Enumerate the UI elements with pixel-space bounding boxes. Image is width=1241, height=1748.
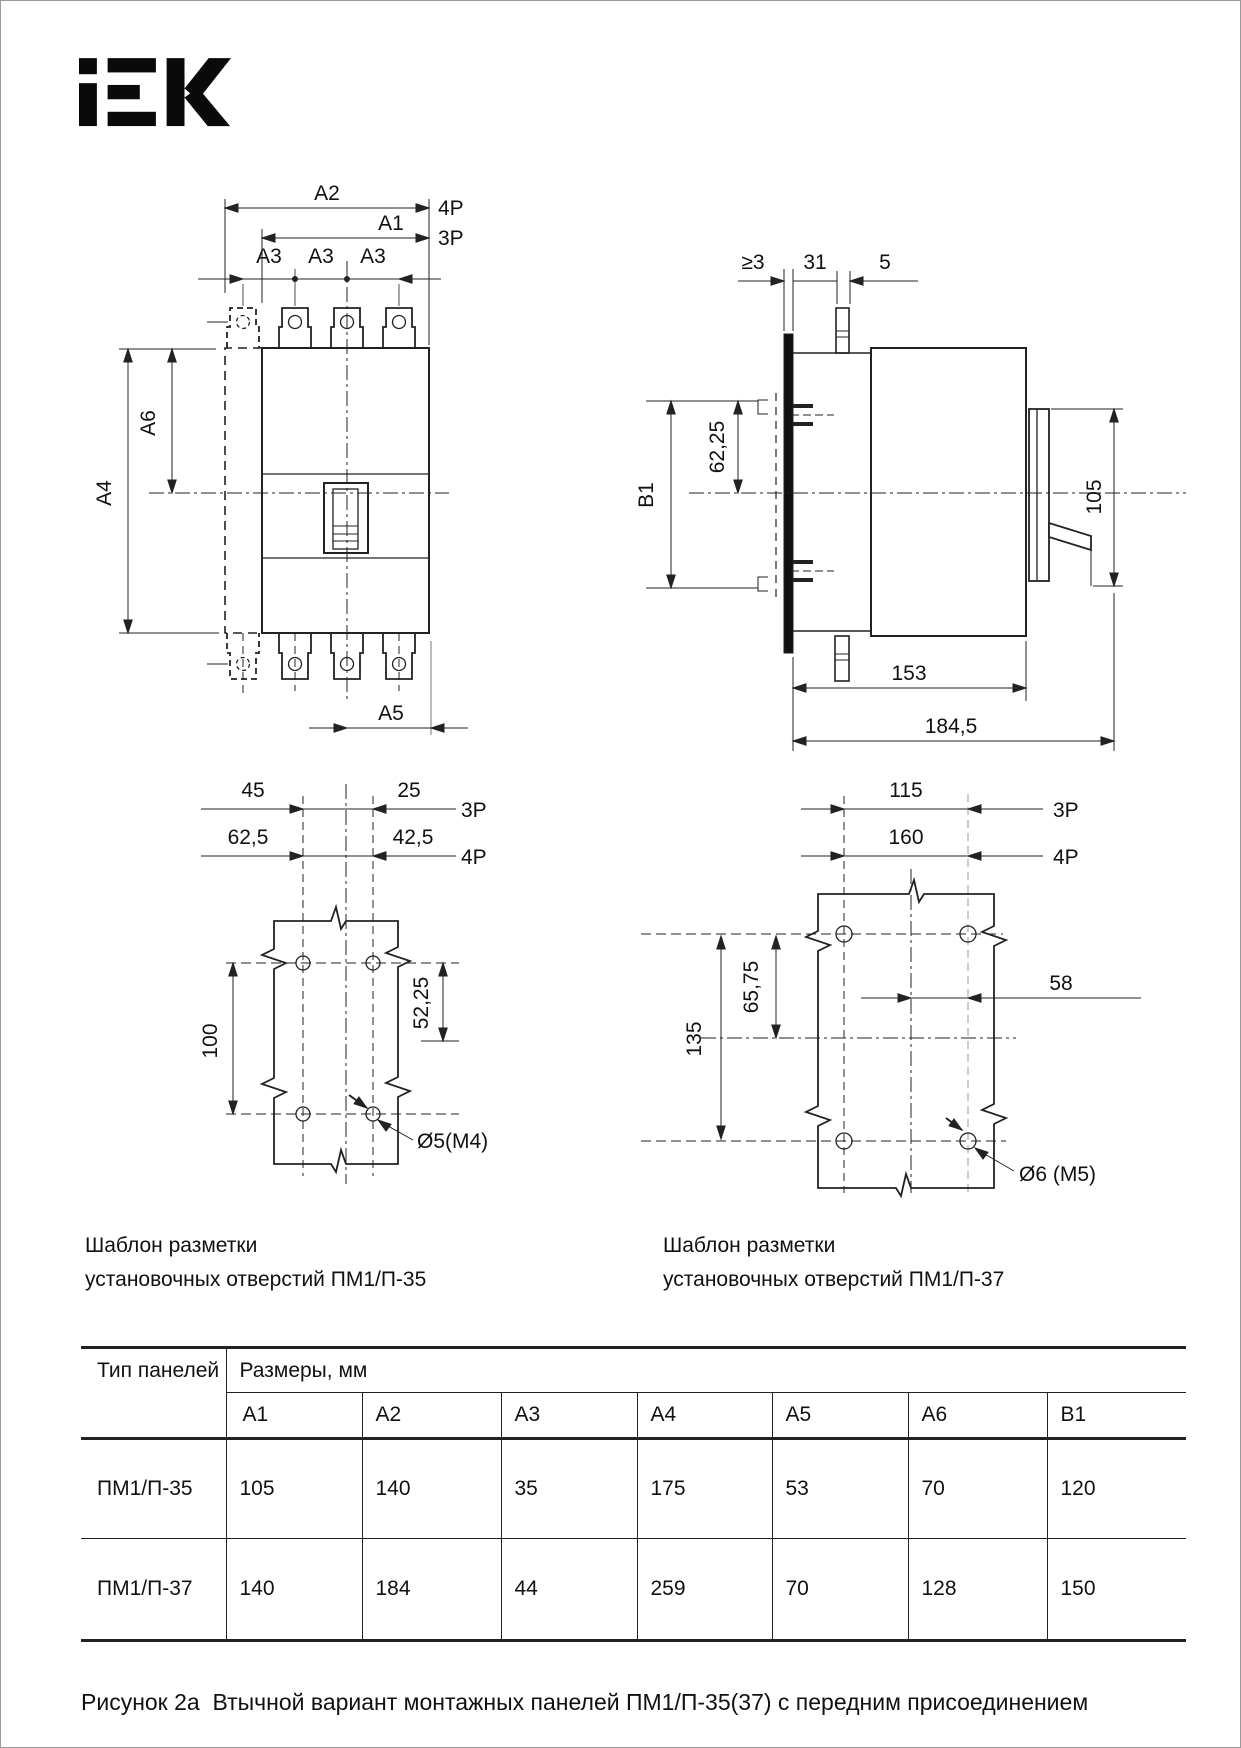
table-col-a6: A6 xyxy=(908,1393,1047,1439)
value-cell: 35 xyxy=(501,1439,637,1539)
dim-115-label: 115 xyxy=(889,779,923,802)
value-cell: 120 xyxy=(1047,1439,1186,1539)
table-col-a4: A4 xyxy=(637,1393,772,1439)
value-cell: 259 xyxy=(637,1539,772,1641)
template-37-4p-label: 4P xyxy=(1053,846,1079,869)
dim-160-label: 160 xyxy=(888,826,924,849)
table-col-b1: B1 xyxy=(1047,1393,1186,1439)
template-35-dim-labels xyxy=(199,779,488,1153)
template-35-4p-label: 4P xyxy=(461,846,487,869)
table-col-a3: A3 xyxy=(501,1393,637,1439)
poles-4p-label: 4P xyxy=(438,197,464,220)
table-row xyxy=(81,1539,1186,1641)
dim-a2-label: A2 xyxy=(314,182,340,205)
template-35-holes xyxy=(296,956,380,1121)
template-37-caption xyxy=(663,1229,1004,1297)
front-view-drawing xyxy=(119,199,468,735)
dim-25-label: 25 xyxy=(397,779,421,802)
dim-58-label: 58 xyxy=(1049,972,1073,995)
toggle-handle-side xyxy=(1049,523,1091,550)
front-bezel xyxy=(1029,409,1049,581)
table-type-header: Тип панелей xyxy=(81,1348,226,1439)
logo-e-mid xyxy=(108,85,140,99)
value-cell: 53 xyxy=(772,1439,908,1539)
logo-e-top xyxy=(108,58,156,72)
dim-100-label: 100 xyxy=(199,1023,222,1059)
figure-caption: Рисунок 2а Втычной вариант монтажных панелей ПМ1/П-35(37) с передним присоединением xyxy=(81,1689,1089,1715)
value-cell: 175 xyxy=(637,1439,772,1539)
logo-k-lower-leg xyxy=(185,88,231,126)
dimensions-table xyxy=(81,1346,1186,1642)
template-35-caption-line2: установочных отверстий ПМ1/П-35 xyxy=(85,1268,427,1291)
dim-65-75-label: 65,75 xyxy=(740,960,763,1014)
panel-clip-top xyxy=(758,400,768,414)
hole-size-m5-label: Ø6 (M5) xyxy=(1019,1163,1097,1186)
template-37-dim-labels xyxy=(683,779,1096,1186)
template-35-3p-label: 3P xyxy=(461,799,487,822)
dim-45-label: 45 xyxy=(241,779,265,802)
template-37-caption-line1: Шаблон разметки xyxy=(663,1234,836,1257)
value-cell: 140 xyxy=(362,1439,501,1539)
value-cell: 44 xyxy=(501,1539,637,1641)
dim-153-label: 153 xyxy=(891,662,927,685)
panel-clip-bottom xyxy=(758,577,768,591)
dim-135-label: 135 xyxy=(683,1021,706,1057)
value-cell: 70 xyxy=(908,1439,1047,1539)
value-cell: 128 xyxy=(908,1539,1047,1641)
dim-184-5-label: 184,5 xyxy=(924,715,978,738)
dim-ge3-label: ≥3 xyxy=(741,251,765,274)
breaker-body-front xyxy=(262,348,429,633)
dim-42-5-label: 42,5 xyxy=(392,826,434,849)
panel-name-cell: ПМ1/П-35 xyxy=(81,1439,226,1539)
panel-name-cell: ПМ1/П-37 xyxy=(81,1539,226,1641)
bottom-terminal-stud xyxy=(835,636,849,681)
table-col-a2: A2 xyxy=(362,1393,501,1439)
dim-a3-label-2: A3 xyxy=(308,245,334,268)
dim-62-25-label: 62,25 xyxy=(706,420,729,474)
dim-b1-label: B1 xyxy=(635,482,658,508)
logo-e-bottom xyxy=(108,112,156,126)
dim-62-5-label: 62,5 xyxy=(227,826,269,849)
template-37-3p-label: 3P xyxy=(1053,799,1079,822)
table-col-a1: A1 xyxy=(226,1393,362,1439)
logo-i-dot xyxy=(79,58,97,74)
logo-k-stem xyxy=(167,58,185,126)
value-cell: 105 xyxy=(226,1439,362,1539)
top-terminals xyxy=(207,308,415,348)
dim-a3-label-3: A3 xyxy=(360,245,386,268)
value-cell: 70 xyxy=(772,1539,908,1641)
value-cell: 140 xyxy=(226,1539,362,1641)
table-row xyxy=(81,1439,1186,1539)
dim-a6-label: A6 xyxy=(137,410,160,436)
breaker-body-side xyxy=(871,348,1026,636)
table-sizes-header: Размеры, мм xyxy=(226,1348,1186,1393)
dim-a1-label: A1 xyxy=(378,212,404,235)
hole-size-m4-label: Ø5(M4) xyxy=(417,1130,489,1153)
technical-drawing xyxy=(1,131,1241,1216)
dim-52-25-label: 52,25 xyxy=(410,976,433,1030)
value-cell: 150 xyxy=(1047,1539,1186,1641)
dim-a5-label: A5 xyxy=(378,702,404,725)
fourth-pole-dashed xyxy=(225,348,262,633)
logo-i-stem xyxy=(79,83,97,126)
table-col-a5: A5 xyxy=(772,1393,908,1439)
dim-5-label: 5 xyxy=(879,251,891,274)
dim-a3-label-1: A3 xyxy=(256,245,282,268)
template-35-caption xyxy=(85,1229,426,1297)
dim-31-label: 31 xyxy=(803,251,827,274)
value-cell: 184 xyxy=(362,1539,501,1641)
poles-3p-label: 3P xyxy=(438,227,464,250)
dim-105-label: 105 xyxy=(1083,479,1106,515)
dim-a4-label: A4 xyxy=(93,480,116,506)
iek-logo xyxy=(79,55,231,136)
bottom-terminals xyxy=(207,633,415,693)
iek-logo-graphic xyxy=(79,55,231,131)
template-37-caption-line2: установочных отверстий ПМ1/П-37 xyxy=(663,1268,1005,1291)
template-35-caption-line1: Шаблон разметки xyxy=(85,1234,258,1257)
template-35-outline xyxy=(262,907,410,1172)
